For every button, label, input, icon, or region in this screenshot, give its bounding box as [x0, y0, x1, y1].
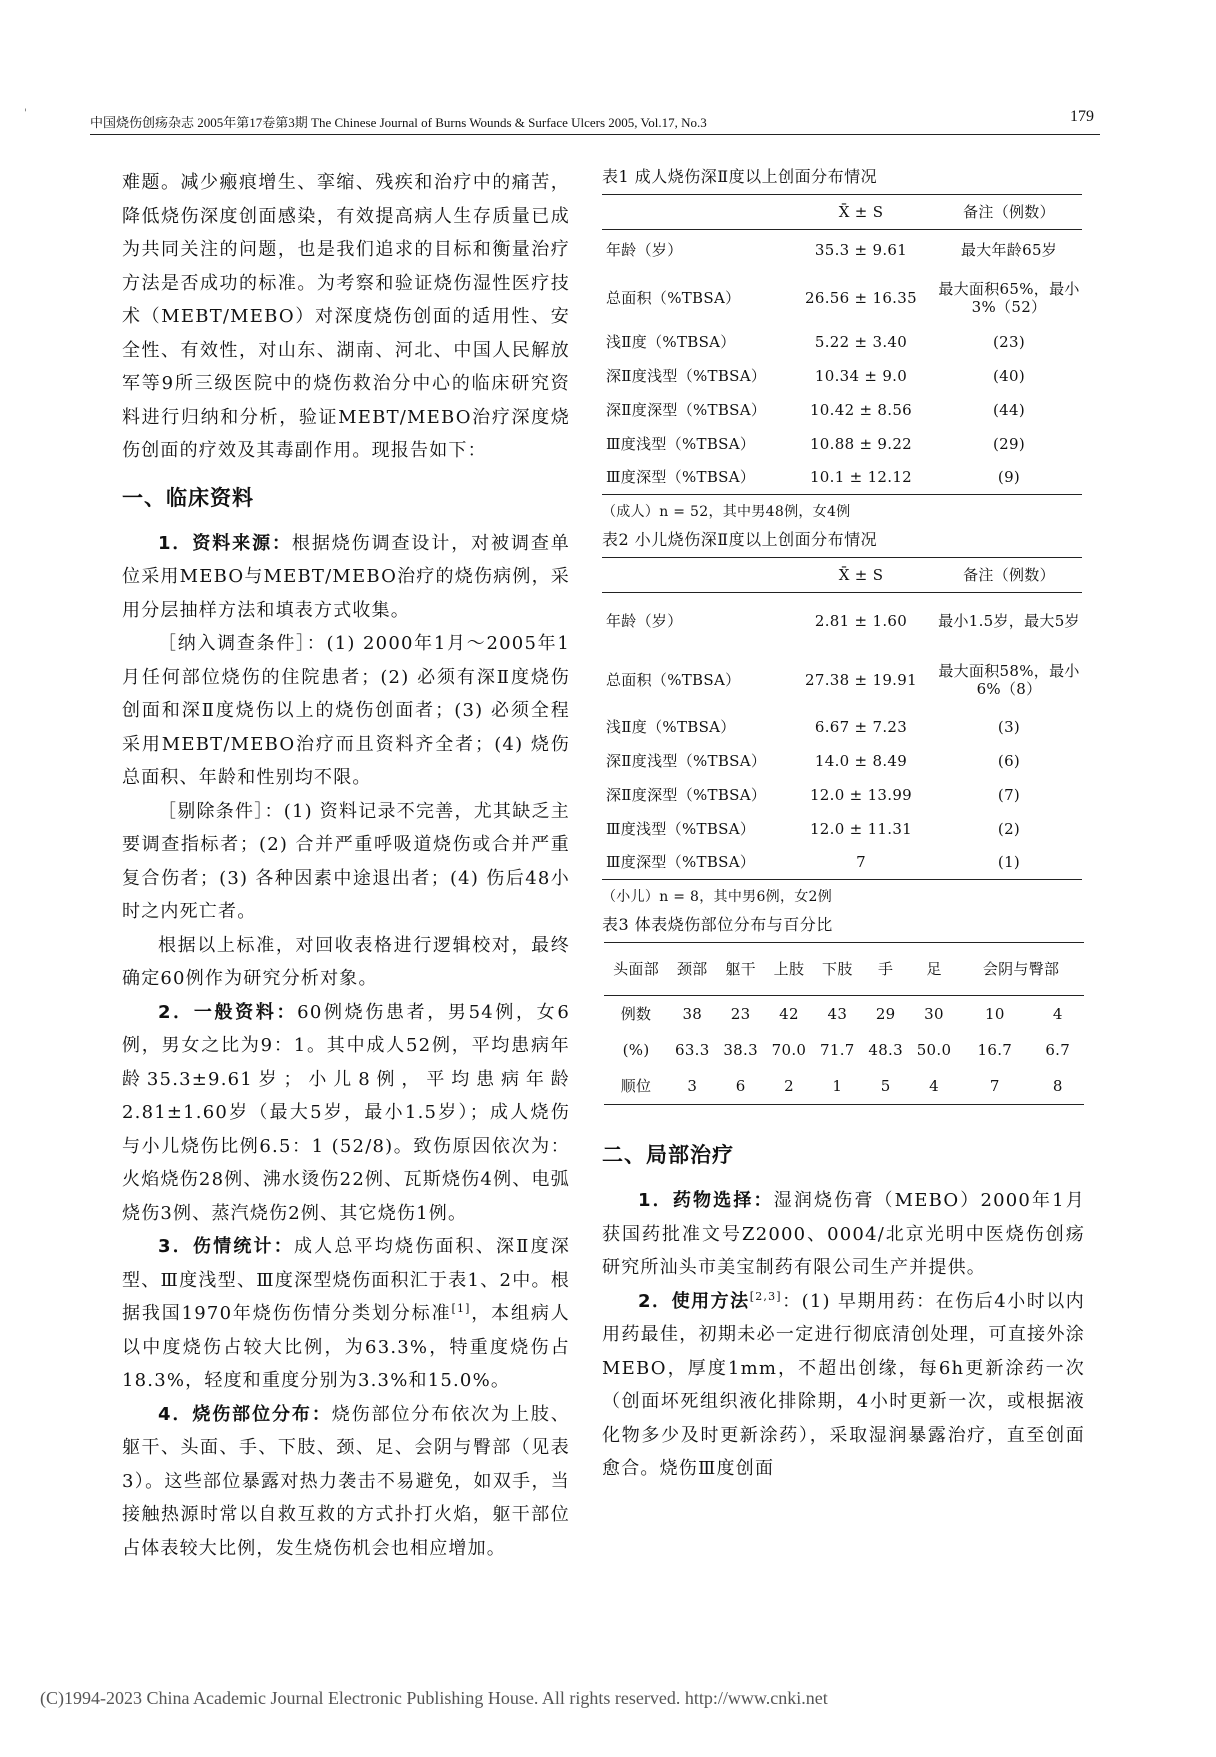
copyright-footer: (C)1994-2023 China Academic Journal Electronic Publishing House. All rights reserved. http://www.cnki.net — [40, 1688, 828, 1708]
paragraph-exclusion-criteria: ［剔除条件］：(1) 资料记录不完善，尤其缺乏主要调查指标者；(2) 合并严重呼吸道烧伤或合并严重复合伤者；(3) 各种因素中途退出者；(4) 伤后48小时之内死亡者。 — [122, 800, 570, 922]
paragraph-inclusion-criteria: ［纳入调查条件］：(1) 2000年1月～2005年1月任何部位烧伤的住院患者；(2) 必须有深Ⅱ度烧伤创面和深Ⅱ度烧伤以上的烧伤创面者；(3) 必须全程采用MEBT/MEBO治疗而且资料齐全者；(4) 烧伤总面积、年龄和性别均不限。 — [122, 633, 570, 788]
heading-drug-selection: 1．药物选择： — [638, 1190, 774, 1211]
table2-cell: 总面积（%TBSA） — [606, 670, 741, 689]
table1-cell: 深Ⅱ度深型（%TBSA） — [606, 400, 767, 419]
section-heading-local-treatment: 二、局部治疗 — [602, 1143, 734, 1167]
left-column — [122, 166, 570, 1565]
paragraph-drug-selection — [602, 1184, 1085, 1285]
table2-cell: 最大面积58%，最小6%（8） — [938, 661, 1080, 698]
table3-header-cell: 上肢 — [765, 943, 813, 996]
table2-row — [602, 778, 1082, 812]
table3-cell: 例数 — [620, 1005, 652, 1023]
table1-cell: (9) — [997, 468, 1021, 487]
table2-header-cell: 备注（例数） — [936, 558, 1082, 593]
table1-cell: 总面积（%TBSA） — [606, 288, 741, 307]
heading-data-source: 1．资料来源： — [158, 532, 292, 554]
table1-header-cell: 备注（例数） — [936, 195, 1082, 230]
table3-body — [604, 996, 1084, 1105]
table3-header-cell: 足 — [910, 943, 958, 996]
table3-cell: 16.7 — [977, 1041, 1013, 1059]
table3-header-cell: 下肢 — [813, 943, 861, 996]
table2-header-cell: X̄ ± S — [786, 558, 936, 593]
paragraph-intro: 难题。减少瘢痕增生、挛缩、残疾和治疗中的痛苦，降低烧伤深度创面感染，有效提高病人生存质量已成为共同关注的问题，也是我们追求的目标和衡量治疗方法是否成功的标准。为考察和验证烧伤湿性医疗技术（MEBT/MEBO）对深度烧伤创面的适用性、安全性、有效性，对山东、湖南、河北、中国人民解放军等9所三级医院中的烧伤救治分中心的临床研究资料进行归纳和分析，验证MEBT/MEBO治疗深度烧伤创面的疗效及其毒副作用。现报告如下： — [122, 172, 570, 461]
paragraph-usage — [602, 1285, 1085, 1486]
table2-cell: 7 — [856, 853, 866, 872]
table2-cell: 2.81 ± 1.60 — [814, 611, 908, 630]
paragraph-general-data — [122, 996, 570, 1231]
table1 — [602, 194, 1082, 495]
table2-note: （小儿）n = 8，其中男6例，女2例 — [602, 889, 833, 905]
section-heading-clinical-data: 一、临床资料 — [122, 485, 254, 510]
table1-row — [602, 461, 1082, 495]
table1-caption: 表1 成人烧伤深Ⅱ度以上创面分布情况 — [602, 167, 878, 186]
table3-cell: 6 — [735, 1077, 746, 1095]
right-column — [602, 166, 1085, 1486]
table1-cell: (23) — [993, 333, 1025, 351]
table2-row — [602, 846, 1082, 880]
table2-cell: Ⅲ度深型（%TBSA） — [606, 853, 756, 872]
table1-row — [602, 393, 1082, 427]
table3-row — [604, 1032, 1084, 1068]
table3-header-cell: 手 — [862, 943, 910, 996]
page-number: 179 — [1070, 108, 1094, 125]
scan-mark: ' — [24, 108, 27, 119]
text-usage: ：(1) 早期用药：在伤后4小时以内用药最佳，初期未必一定进行彻底清创处理，可直接外涂MEBO，厚度1mm，不超出创缘，每6h更新涂药一次（创面坏死组织液化排除期，4小时更新一次，或根据液化物多少及时更新涂药），采取湿润暴露治疗，直至创面愈合。烧伤Ⅲ度创面 — [602, 1290, 1085, 1479]
table1-cell: 10.42 ± 8.56 — [809, 400, 913, 419]
table2-cell: 深Ⅱ度深型（%TBSA） — [606, 785, 767, 804]
table3-cell: 43 — [827, 1005, 848, 1023]
table2-cell: 最小1.5岁，最大5岁 — [938, 611, 1080, 630]
table2-header-row — [602, 558, 1082, 593]
table2-row — [602, 649, 1082, 711]
table1-cell: Ⅲ度深型（%TBSA） — [606, 468, 756, 487]
table3-cell: 6.7 — [1045, 1041, 1071, 1059]
running-title: 中国烧伤创疡杂志 2005年第17卷第3期 The Chinese Journal of Burns Wounds & Surface Ulcers 2005, Vol.17, No.3 — [90, 115, 707, 130]
table1-cell: 5.22 ± 3.40 — [814, 333, 908, 351]
table1-row — [602, 270, 1082, 326]
table1-cell: Ⅲ度浅型（%TBSA） — [606, 434, 756, 453]
heading-general-data: 2．一般资料： — [158, 1001, 298, 1023]
table2-cell: (6) — [997, 751, 1021, 770]
table1-note: （成人）n = 52，其中男48例，女4例 — [602, 504, 851, 520]
table1-cell: (29) — [993, 434, 1025, 453]
text-general-data: 60例烧伤患者，男54例，女6例，男女之比为9：1。其中成人52例，平均患病年龄35.3±9.61岁；小儿8例，平均患病年龄2.81±1.60岁（最大5岁，最小1.5岁）；成人烧伤与小儿烧伤比例6.5：1 (52/8)。致伤原因依次为：火焰烧伤28例、沸水烫伤22例、瓦斯烧伤4例、电弧烧伤3例、蒸汽烧伤2例、其它烧伤1例。 — [122, 1001, 570, 1224]
table1-cell: 26.56 ± 16.35 — [805, 288, 917, 307]
text-burn-sites: 烧伤部位分布依次为上肢、躯干、头面、手、下肢、颈、足、会阴与臀部（见表3）。这些部位暴露对热力袭击不易避免，如双手，当接触热源时常以自救互救的方式扑打火焰，躯干部位占体表较大比例，发生烧伤机会也相应增加。 — [122, 1403, 570, 1559]
table3-header-row — [604, 943, 1084, 996]
table2-cell: 12.0 ± 13.99 — [809, 785, 913, 804]
table1-cell: 10.34 ± 9.0 — [814, 366, 908, 385]
table2-cell: 浅Ⅱ度（%TBSA） — [606, 718, 736, 736]
table1-cell: (44) — [993, 400, 1025, 419]
table3-cell: 3 — [687, 1077, 698, 1095]
table1-cell: 最大面积65%，最小3%（52） — [938, 279, 1080, 316]
table2-cell: 6.67 ± 7.23 — [814, 718, 908, 736]
table3-cell: 8 — [1052, 1077, 1063, 1095]
table2-row — [602, 744, 1082, 778]
table3-row — [604, 1068, 1084, 1105]
table2-row — [602, 593, 1082, 649]
table2-cell: 年龄（岁） — [606, 611, 683, 630]
table1-cell: 最大年龄65岁 — [960, 240, 1058, 259]
table1-row — [602, 427, 1082, 461]
table3-cell: 38.3 — [723, 1041, 758, 1059]
table3-cell: 38 — [682, 1005, 703, 1023]
table1-cell: 年龄（岁） — [606, 240, 683, 259]
table3-cell: 42 — [779, 1005, 799, 1023]
table3-cell: 4 — [929, 1077, 939, 1095]
table3-header-cell: 头面部 — [604, 943, 668, 996]
table3-header-cell: 会阴与臀部 — [958, 943, 1084, 996]
table1-cell: 35.3 ± 9.61 — [814, 240, 908, 259]
table1-row — [602, 230, 1082, 270]
table3-cell: 2 — [784, 1077, 794, 1095]
table2-cell: (1) — [997, 853, 1021, 872]
table1-body — [602, 230, 1082, 495]
table3-row — [604, 996, 1084, 1033]
table3-cell: 10 — [984, 1005, 1005, 1023]
table3 — [604, 942, 1084, 1105]
table2 — [602, 557, 1082, 880]
heading-injury-stats: 3．伤情统计： — [158, 1236, 294, 1257]
table1-row — [602, 326, 1082, 359]
table1-header-cell: X̄ ± S — [786, 195, 936, 230]
table3-cell: 48.3 — [868, 1041, 903, 1059]
table3-cell: 71.7 — [820, 1041, 855, 1059]
table2-cell: (7) — [997, 785, 1021, 804]
table3-cell: 70.0 — [771, 1041, 807, 1059]
table2-header-cell — [602, 558, 786, 593]
citation-1: [1] — [451, 1302, 471, 1315]
paragraph-data-source — [122, 527, 570, 628]
table2-cell: 27.38 ± 19.91 — [805, 670, 917, 689]
table3-cell: 63.3 — [674, 1041, 710, 1059]
heading-burn-sites: 4．烧伤部位分布： — [158, 1403, 332, 1425]
table1-cell: (40) — [993, 366, 1025, 385]
paragraph-injury-stats — [122, 1230, 570, 1398]
table1-row — [602, 359, 1082, 393]
table3-cell: 30 — [924, 1005, 944, 1023]
table2-cell: 深Ⅱ度浅型（%TBSA） — [606, 751, 767, 770]
table2-cell: 12.0 ± 11.31 — [809, 819, 913, 838]
table3-cell: 顺位 — [620, 1077, 652, 1095]
citation-2-3: [2,3] — [749, 1289, 782, 1303]
running-header — [90, 108, 1100, 135]
table2-row — [602, 711, 1082, 744]
table1-cell: 深Ⅱ度浅型（%TBSA） — [606, 366, 767, 385]
table1-cell: 10.88 ± 9.22 — [809, 434, 913, 453]
table3-header-cell: 躯干 — [716, 943, 764, 996]
table2-cell: Ⅲ度浅型（%TBSA） — [606, 819, 756, 838]
table1-cell: 10.1 ± 12.12 — [809, 468, 913, 487]
table3-caption: 表3 体表烧伤部位分布与百分比 — [602, 915, 833, 934]
table3-cell: 7 — [989, 1077, 1000, 1095]
table3-cell: 1 — [832, 1077, 843, 1095]
table3-cell: 4 — [1052, 1005, 1063, 1023]
text-drug-selection: 湿润烧伤膏（MEBO）2000年1月获国药批准文号Z2000、0004/北京光明中医烧伤创疡研究所汕头市美宝制药有限公司生产并提供。 — [602, 1190, 1086, 1278]
table1-header-cell — [602, 195, 786, 230]
table2-cell: (3) — [997, 718, 1021, 736]
table3-header-cell: 颈部 — [668, 943, 716, 996]
table2-row — [602, 812, 1082, 846]
table1-header-row — [602, 195, 1082, 230]
table3-cell: (%) — [622, 1041, 650, 1059]
paragraph-burn-sites — [122, 1398, 570, 1566]
text-data-source: 根据烧伤调查设计，对被调查单位采用MEBO与MEBT/MEBO治疗的烧伤病例，采用分层抽样方法和填表方式收集。 — [122, 532, 570, 621]
table2-caption: 表2 小儿烧伤深Ⅱ度以上创面分布情况 — [602, 530, 878, 549]
heading-usage: 2．使用方法 — [638, 1290, 750, 1312]
text-injury-stats-b: ，本组病人以中度烧伤占较大比例，为63.3%，特重度烧伤占18.3%，轻度和重度分别为3.3%和15.0%。 — [122, 1303, 570, 1391]
table3-cell: 23 — [730, 1005, 751, 1023]
table2-body — [602, 593, 1082, 880]
table3-cell: 29 — [875, 1005, 896, 1023]
text-injury-stats-a: 成人总平均烧伤面积、深Ⅱ度深型、Ⅲ度浅型、Ⅲ度深型烧伤面积汇于表1、2中。根据我国1970年烧伤伤情分类划分标准 — [122, 1236, 570, 1324]
paragraph-final-sample: 根据以上标准，对回收表格进行逻辑校对，最终确定60例作为研究分析对象。 — [122, 934, 570, 989]
table2-cell: 14.0 ± 8.49 — [814, 751, 908, 770]
table3-cell: 50.0 — [916, 1041, 952, 1059]
table3-cell: 5 — [880, 1077, 891, 1095]
table1-cell: 浅Ⅱ度（%TBSA） — [606, 333, 736, 351]
table2-cell: (2) — [997, 819, 1021, 838]
